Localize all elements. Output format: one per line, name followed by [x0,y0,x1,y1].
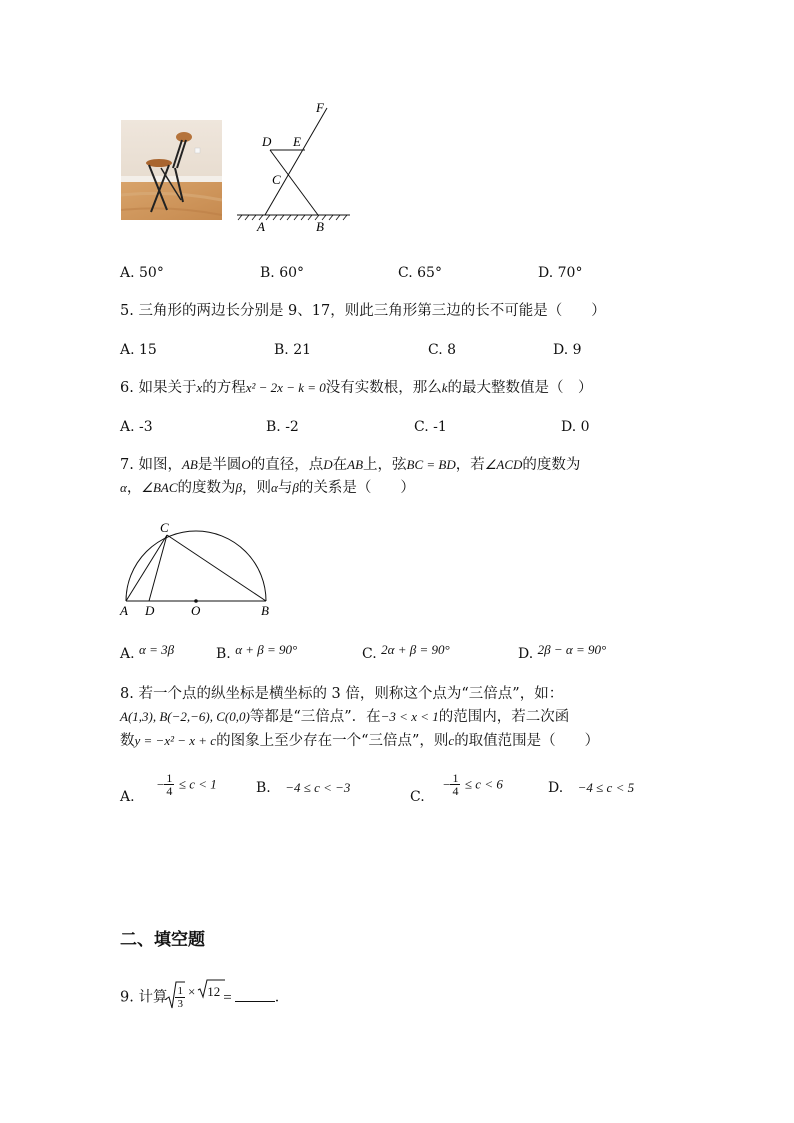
q4-option-b: B. 60° [260,265,305,281]
answer-blank[interactable] [235,987,275,1002]
q4-option-c: C. 65° [398,265,442,281]
label-C: C [272,172,281,187]
label-D: D [145,603,155,618]
label-C: C [160,520,169,535]
q8-question-line1: 8. 若一个点的纵坐标是横坐标的 3 倍，则称这个点为“三倍点”，如： [120,686,564,702]
q8-option-d: D. −4 ≤ c < 5 [548,780,635,796]
q7-question-line1: 7. 如图，AB是半圆O的直径，点D在AB上，弦BC = BD，若∠ACD的度数为 [120,457,581,473]
q8-question-line3: 数y = −x² − x + c的图象上至少存在一个“三倍点”，则c的取值范围是（ ） [120,733,600,749]
sqrt-twelve: 12 [198,982,220,1002]
label-A: A [120,603,128,618]
q4-option-d: D. 70° [538,265,583,281]
q6-equation: x² − 2x − k = 0 [245,380,326,395]
q7-option-a: A. α = 3β [120,642,175,662]
q6-option-c: C. -1 [414,419,447,435]
label-D: D [262,134,272,149]
label-O: O [191,603,201,618]
chord-BC [167,535,266,601]
q5-question: 5. 三角形的两边长分别是 9、17，则此三角形第三边的长不可能是（ ） [120,303,606,319]
q8-option-c: C. − $\frac{1}{4}$ ≤ c < 6 [410,771,503,805]
q7-option-d: D. 2β − α = 90° [518,642,607,662]
q8-question-line2: A(1,3), B(−2,−6), C(0,0)等都是“三倍点”．在−3 < x < 1的范围内，若二次函 [120,709,570,725]
q7-option-c: C. 2α + β = 90° [362,642,450,662]
label-B: B [261,603,269,618]
label-B: B [316,219,324,234]
q4-option-a: A. 50° [120,265,164,281]
q6-option-b: B. -2 [266,419,299,435]
fraction-one-quarter: $\frac{1}{4}$ [452,771,459,798]
semicircle-diagram [115,520,280,620]
q5-option-c: C. 8 [428,342,457,358]
q5-option-a: A. 15 [120,342,157,358]
q8-option-b: B. −4 ≤ c < −3 [256,780,351,796]
semicircle-arc [126,531,266,601]
q8-option-a: A. − $\frac{1}{4}$ ≤ c < 1 [120,771,217,805]
sqrt-one-third: $\frac{1}{3}$ [167,985,185,1010]
ground-hatching [238,215,347,220]
section-title: 二、填空题 [120,930,205,950]
chord-AC [126,535,167,601]
q5-option-d: D. 9 [553,342,582,358]
label-E: E [293,134,301,149]
chair-geometry-diagram [232,98,357,238]
q7-question-line2: α，∠BAC的度数为β，则α与β的关系是（ ） [120,480,415,496]
folding-chair-photo [121,120,222,220]
q5-option-b: B. 21 [274,342,312,358]
q6-option-a: A. -3 [120,419,153,435]
q7-option-b: B. α + β = 90° [216,642,298,662]
segment-AF [265,108,327,215]
segment-CD [149,535,167,601]
q9-question: 9. 计算 $\frac{1}{3}$ × 12 = ． [120,985,289,1010]
label-A: A [257,219,265,234]
fraction-one-quarter: $\frac{1}{4}$ [166,771,173,798]
label-F: F [316,100,324,115]
q6-option-d: D. 0 [561,419,590,435]
q6-question: 6. 如果关于x的方程x² − 2x − k = 0没有实数根，那么k的最大整数值是（ ） [120,380,593,396]
